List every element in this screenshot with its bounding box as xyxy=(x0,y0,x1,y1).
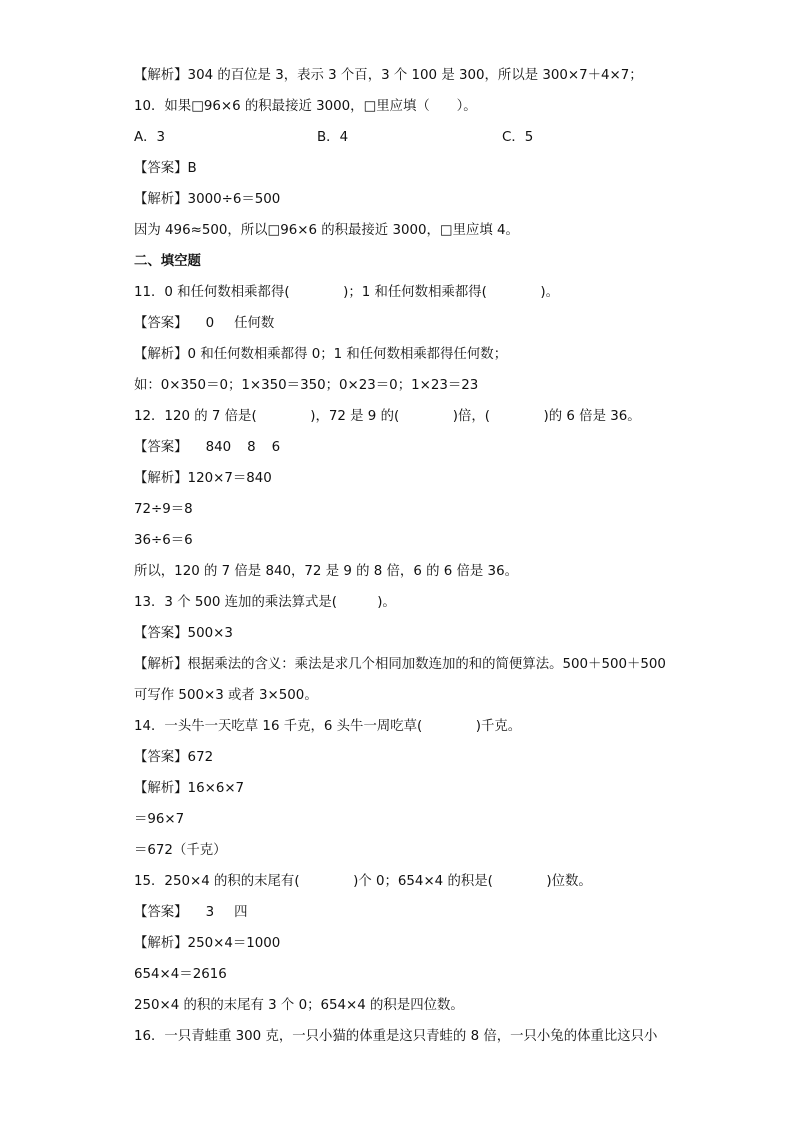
option-c: C．5 xyxy=(502,130,534,145)
q15-analysis: 【解析】250×4＝1000 xyxy=(134,936,281,951)
q14-answer: 【答案】672 xyxy=(134,750,214,765)
option-b: B．4 xyxy=(317,130,349,145)
q13-analysis-cont: 可写作 500×3 或者 3×500。 xyxy=(134,688,318,703)
q11-analysis: 【解析】0 和任何数相乘都得 0；1 和任何数相乘都得任何数； xyxy=(134,347,508,362)
q13-question: 13．3 个 500 连加的乘法算式是( )。 xyxy=(134,595,396,610)
answer-value: 任何数 xyxy=(234,316,275,331)
q14-analysis-3: ＝672（千克） xyxy=(134,843,227,858)
answer-value: 8 xyxy=(247,440,256,455)
q15-conclusion: 250×4 的积的末尾有 3 个 0；654×4 的积是四位数。 xyxy=(134,998,464,1013)
q10-analysis-cont: 因为 496≈500，所以□96×6 的积最接近 3000，□里应填 4。 xyxy=(134,223,519,238)
q10-question: 10．如果□96×6 的积最接近 3000，□里应填（ ）。 xyxy=(134,99,477,114)
q12-conclusion: 所以，120 的 7 倍是 840，72 是 9 的 8 倍，6 的 6 倍是 36。 xyxy=(134,564,518,579)
answer-label: 【答案】 xyxy=(134,440,188,455)
q11-example: 如：0×350＝0；1×350＝350；0×23＝0；1×23＝23 xyxy=(134,378,479,393)
q12-answer xyxy=(134,437,694,459)
q12-analysis-3: 36÷6＝6 xyxy=(134,533,193,548)
answer-value: 840 xyxy=(205,440,232,455)
q10-options xyxy=(134,127,694,149)
q11-answer xyxy=(134,313,694,335)
q12-question: 12．120 的 7 倍是( )，72 是 9 的( )倍，( )的 6 倍是 36。 xyxy=(134,409,641,424)
q16-question: 16．一只青蛙重 300 克，一只小猫的体重是这只青蛙的 8 倍，一只小兔的体重比这只小 xyxy=(134,1029,658,1044)
q14-question: 14．一头牛一天吃草 16 千克，6 头牛一周吃草( )千克。 xyxy=(134,719,522,734)
answer-value: 3 xyxy=(205,905,215,920)
q12-analysis: 【解析】120×7＝840 xyxy=(134,471,272,486)
q14-analysis-2: ＝96×7 xyxy=(134,812,185,827)
section-title-fill-blanks: 二、填空题 xyxy=(134,254,201,269)
answer-label: 【答案】 xyxy=(134,316,188,331)
option-a: A．3 xyxy=(134,130,166,145)
q15-question: 15．250×4 的积的末尾有( )个 0；654×4 的积是( )位数。 xyxy=(134,874,592,889)
q9-analysis: 【解析】304 的百位是 3，表示 3 个百，3 个 100 是 300，所以是 300×7＋4×7； xyxy=(134,68,643,83)
q13-analysis: 【解析】根据乘法的含义：乘法是求几个相同加数连加的和的简便算法。500＋500＋500 xyxy=(134,657,666,672)
q12-analysis-2: 72÷9＝8 xyxy=(134,502,193,517)
answer-value: 0 xyxy=(205,316,215,331)
answer-value: 四 xyxy=(234,905,248,920)
answer-value: 6 xyxy=(271,440,281,455)
q15-answer xyxy=(134,902,694,924)
q11-question: 11．0 和任何数相乘都得( )；1 和任何数相乘都得( )。 xyxy=(134,285,560,300)
q13-answer: 【答案】500×3 xyxy=(134,626,233,641)
q14-analysis: 【解析】16×6×7 xyxy=(134,781,245,796)
q10-analysis: 【解析】3000÷6＝500 xyxy=(134,192,281,207)
q10-answer: 【答案】B xyxy=(134,161,197,176)
answer-label: 【答案】 xyxy=(134,905,188,920)
q15-analysis-2: 654×4＝2616 xyxy=(134,967,227,982)
